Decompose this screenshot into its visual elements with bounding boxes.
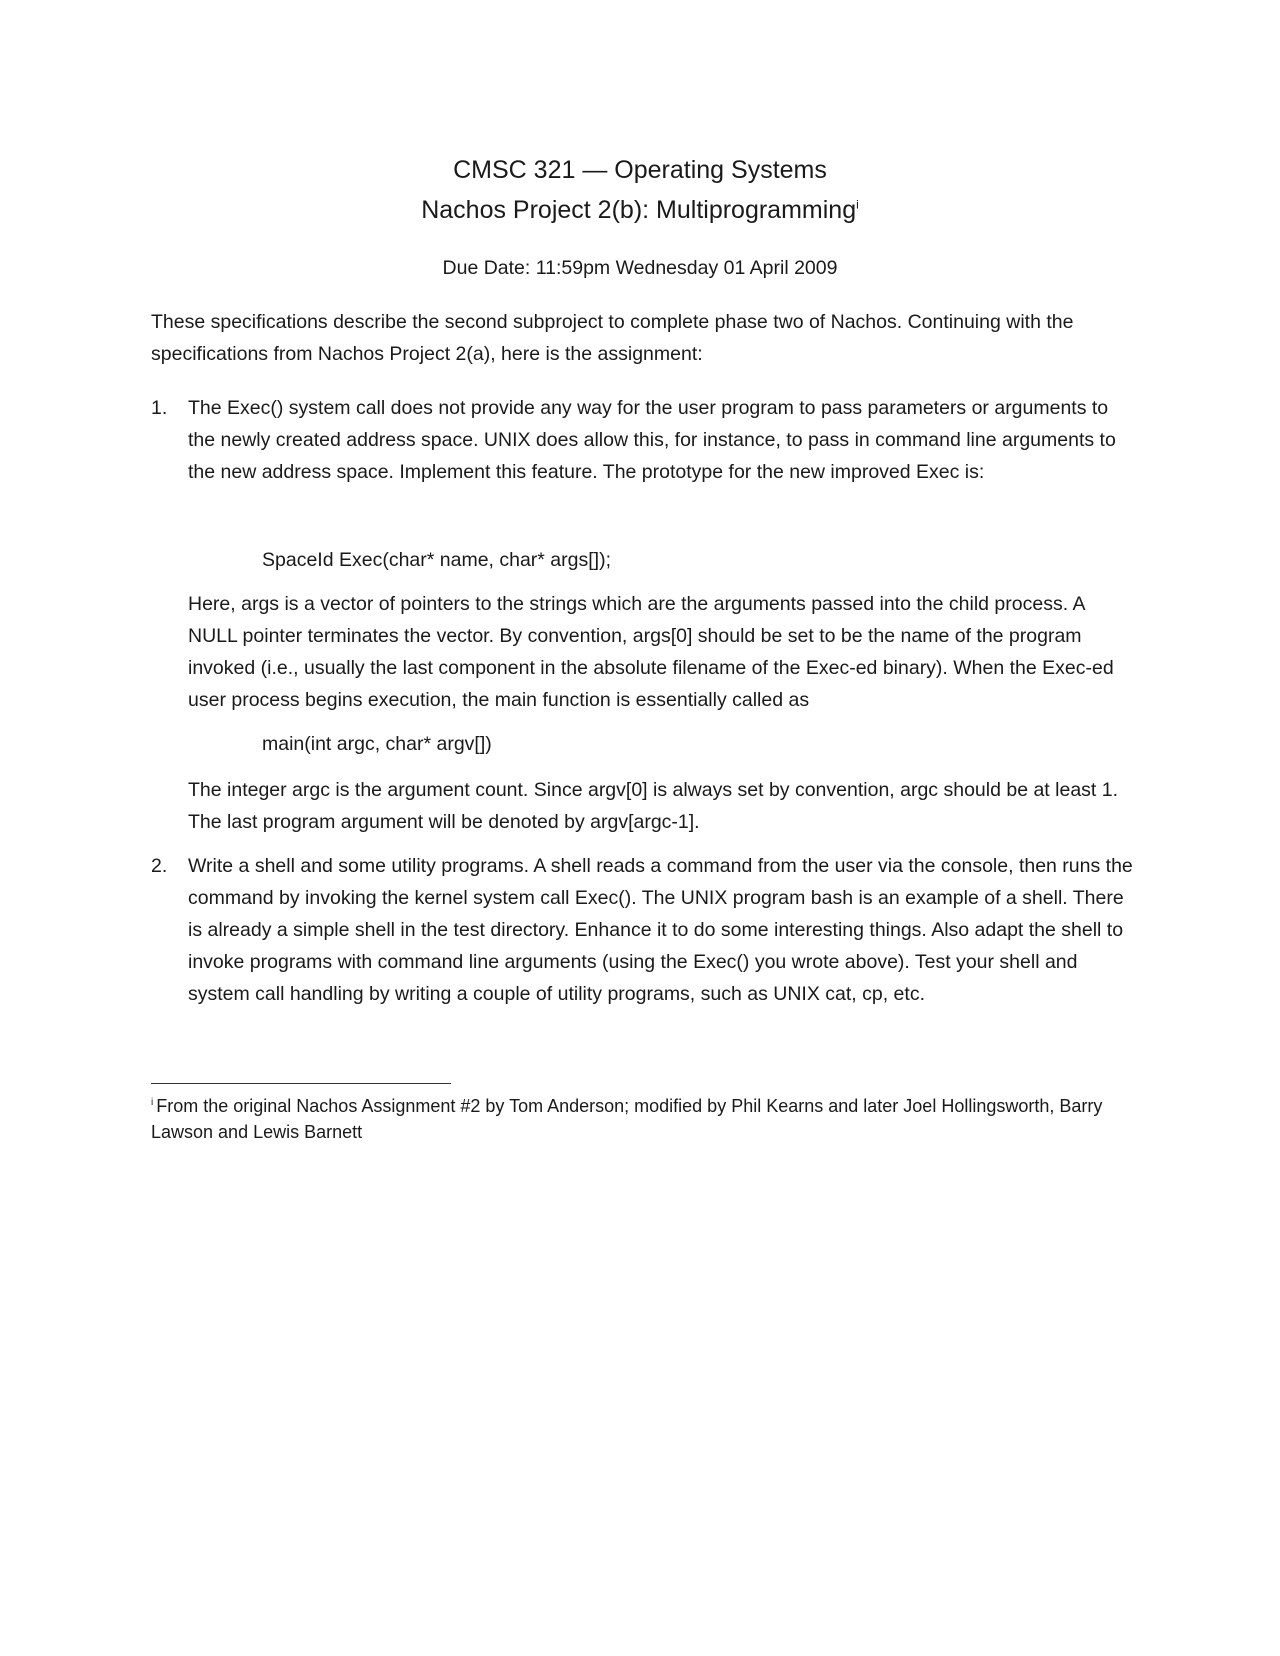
due-date: Due Date: 11:59pm Wednesday 01 April 2009 [442,257,838,279]
exec-prototype-code: SpaceId Exec(char* name, char* args[]); [262,549,611,571]
item-2-text: Write a shell and some utility programs. A shell reads a command from the user via the console, then runs the command by invoking the kernel system call Exec(). The UNIX program bash is an example of a shell. There is already a simple shell in the test directory. Enhance it to do some interesting things. Also adapt the shell to invoke programs with command line arguments (using the Exec() you wrote above). Test your shell and system call handling by writing a couple of utility programs, such as UNIX cat, cp, etc. [188,855,1133,1005]
footnote [151,1093,1151,1145]
intro-paragraph: These specifications describe the second subproject to complete phase two of Nachos. Continuing with the specifications from Nachos Project 2(a), here is the assignment: [151,311,1074,365]
item-2-number: 2. [151,855,168,877]
item-1-text: The Exec() system call does not provide any way for the user program to pass parameters or arguments to the newly created address space. UNIX does allow this, for instance, to pass in command line arguments to the new address space. Implement this feature. The prototype for the new improved Exec is: [188,397,1116,483]
main-signature-code: main(int argc, char* argv[]) [262,733,492,755]
item-1-argc-paragraph: The integer argc is the argument count. Since argv[0] is always set by convention, argc should be at least 1. The last program argument will be denoted by argv[argc-1]. [188,779,1119,833]
footnote-ref-marker: i [856,197,859,212]
item-1-number: 1. [151,397,168,419]
course-title: CMSC 321 — Operating Systems [453,156,827,184]
project-title-text: Nachos Project 2(b): Multiprogramming [421,196,857,224]
footnote-text: From the original Nachos Assignment #2 by Tom Anderson; modified by Phil Kearns and later Joel Hollingsworth, Barry Lawson and Lewis Barnett [151,1096,1103,1142]
item-1-args-paragraph: Here, args is a vector of pointers to the strings which are the arguments passed into the child process. A NULL pointer terminates the vector. By convention, args[0] should be set to be the name of the program invoked (i.e., usually the last component in the absolute filename of the Exec-ed binary). When the Exec-ed user process begins execution, the main function is essentially called as [188,593,1114,711]
project-title [0,190,1280,230]
footnote-marker: i [151,1097,154,1108]
footnote-divider [151,1083,451,1084]
